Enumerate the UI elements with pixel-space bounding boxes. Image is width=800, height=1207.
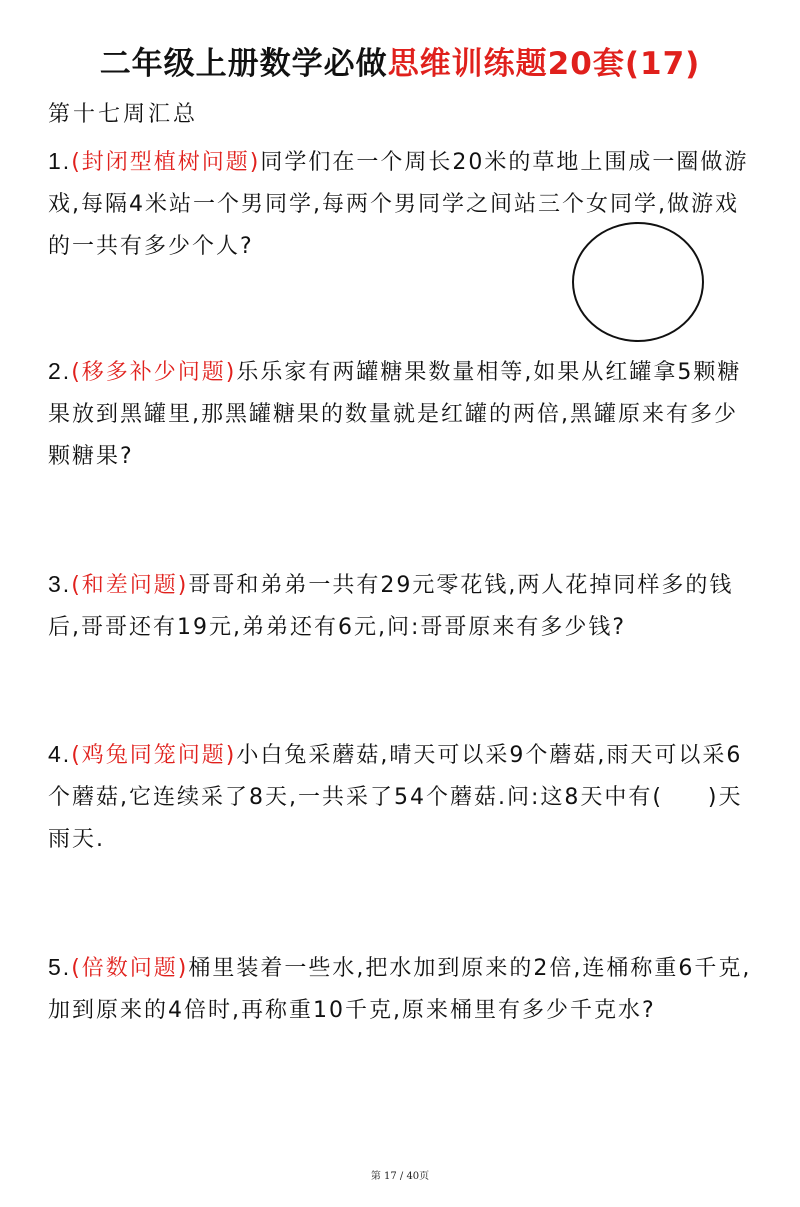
- question-text: 哥哥和弟弟一共有29元零花钱,两人花掉同样多的钱后,哥哥还有19元,弟弟还有6元,问:哥哥原来有多少钱?: [48, 573, 734, 640]
- page-footer: 第 17 / 40页: [370, 1171, 430, 1182]
- question-2: [48, 350, 758, 478]
- question-text: 乐乐家有两罐糖果数量相等,如果从红罐拿5颗糖果放到黑罐里,那黑罐糖果的数量就是红罐的两倍,黑罐原来有多少颗糖果?: [48, 360, 742, 469]
- question-text: 小白兔采蘑菇,晴天可以采9个蘑菇,雨天可以采6个蘑菇,它连续采了8天,一共采了54个蘑菇.问:这8天中有( )天雨天.: [48, 743, 743, 852]
- question-text: 桶里装着一些水,把水加到原来的2倍,连桶称重6千克,加到原来的4倍时,再称重10千克,原来桶里有多少千克水?: [48, 956, 752, 1023]
- question-category: (倍数问题): [71, 956, 189, 981]
- question-category: (移多补少问题): [71, 360, 237, 385]
- question-number: 2.: [48, 358, 72, 384]
- question-number: 5.: [48, 954, 72, 980]
- question-4: [48, 733, 758, 861]
- question-text: 同学们在一个周长20米的草地上围成一圈做游戏,每隔4米站一个男同学,每两个男同学之间站三个女同学,做游戏的一共有多少个人?: [48, 150, 749, 259]
- title-highlight: 思维训练题20套(17): [387, 46, 701, 82]
- question-category: (封闭型植树问题): [71, 150, 261, 175]
- title-main: 二年级上册数学必做: [99, 46, 388, 82]
- page-title: [0, 38, 800, 83]
- question-number: 3.: [48, 571, 72, 597]
- question-category: (鸡兔同笼问题): [71, 743, 237, 768]
- question-category: (和差问题): [71, 573, 189, 598]
- week-label: 第十七周汇总: [48, 102, 199, 127]
- question-number: 4.: [48, 741, 72, 767]
- question-3: [48, 563, 758, 649]
- question-number: 1.: [48, 148, 72, 174]
- circle-diagram: [572, 222, 704, 342]
- question-5: [48, 946, 758, 1032]
